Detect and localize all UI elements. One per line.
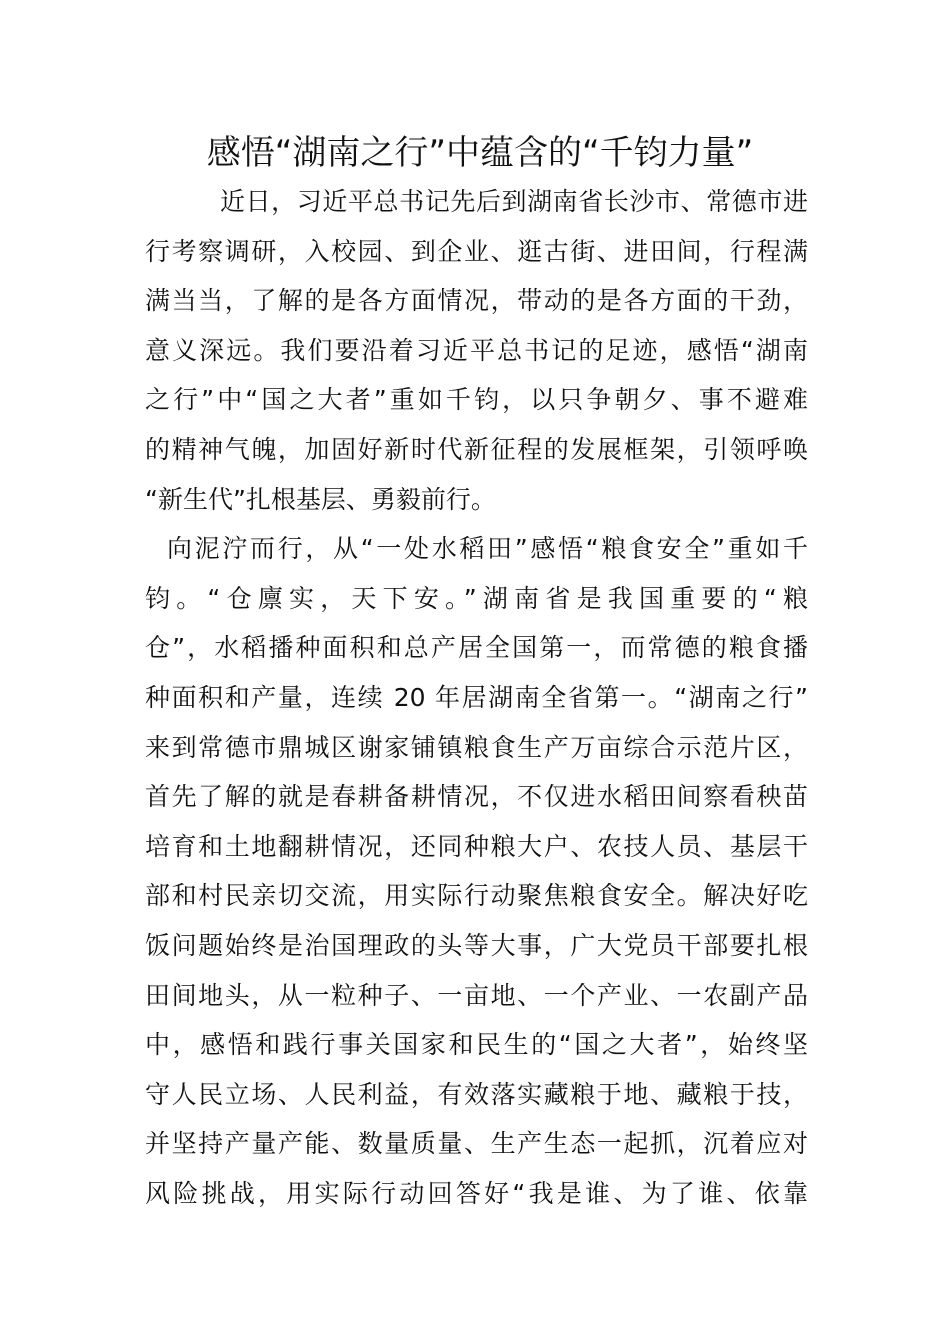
paragraph-1-line-2: 行考察调研，入校园、到企业、逛古街、进田间，行程满 xyxy=(145,236,808,266)
paragraph-1-line-7: “新生代”扎根基层、勇毅前行。 xyxy=(145,484,496,514)
paragraph-1-line-6: 的精神气魄，加固好新时代新征程的发展框架，引领呼唤 xyxy=(145,434,808,464)
paragraph-2-line-6: 首先了解的就是春耕备耕情况，不仅进水稻田间察看秧苗 xyxy=(145,782,808,812)
paragraph-2-line-7: 培育和土地翻耕情况，还同种粮大户、农技人员、基层干 xyxy=(145,831,808,861)
paragraph-1-line-1: 近日，习近平总书记先后到湖南省长沙市、常德市进 xyxy=(220,187,808,216)
paragraph-1-line-5: 之行”中“国之大者”重如千钧，以只争朝夕、事不避难 xyxy=(145,385,808,415)
paragraph-2-line-12: 守人民立场、人民利益，有效落实藏粮于地、藏粮于技， xyxy=(145,1079,808,1109)
paragraph-1-line-4: 意义深远。我们要沿着习近平总书记的足迹，感悟“湖南 xyxy=(145,335,808,365)
document-title: 感悟“湖南之行”中蕴含的“千钧力量” xyxy=(206,133,754,173)
paragraph-1-line-3: 满当当，了解的是各方面情况，带动的是各方面的干劲， xyxy=(145,286,808,316)
paragraph-2-line-4: 种面积和产量，连续 20 年居湖南全省第一。“湖南之行” xyxy=(145,682,808,712)
paragraph-2-line-2: 钧。“仓廪实，天下安。”湖南省是我国重要的“粮 xyxy=(145,583,808,613)
paragraph-2-line-10: 田间地头，从一粒种子、一亩地、一个产业、一农副产品 xyxy=(145,980,808,1010)
paragraph-2-line-1: 向泥泞而行，从“一处水稻田”感悟“粮食安全”重如千 xyxy=(167,534,808,564)
paragraph-2-line-13: 并坚持产量产能、数量质量、生产生态一起抓，沉着应对 xyxy=(145,1129,808,1159)
document-body xyxy=(145,177,808,1218)
paragraph-2-line-5: 来到常德市鼎城区谢家铺镇粮食生产万亩综合示范片区， xyxy=(145,732,808,762)
paragraph-2-line-3: 仓”，水稻播种面积和总产居全国第一，而常德的粮食播 xyxy=(145,633,808,663)
paragraph-2-line-8: 部和村民亲切交流，用实际行动聚焦粮食安全。解决好吃 xyxy=(145,881,808,911)
paragraph-2-line-9: 饭问题始终是治国理政的头等大事，广大党员干部要扎根 xyxy=(145,930,808,960)
paragraph-2-line-11: 中，感悟和践行事关国家和民生的“国之大者”，始终坚 xyxy=(145,1030,808,1060)
paragraph-2-line-14: 风险挑战，用实际行动回答好“我是谁、为了谁、依靠 xyxy=(145,1178,808,1208)
